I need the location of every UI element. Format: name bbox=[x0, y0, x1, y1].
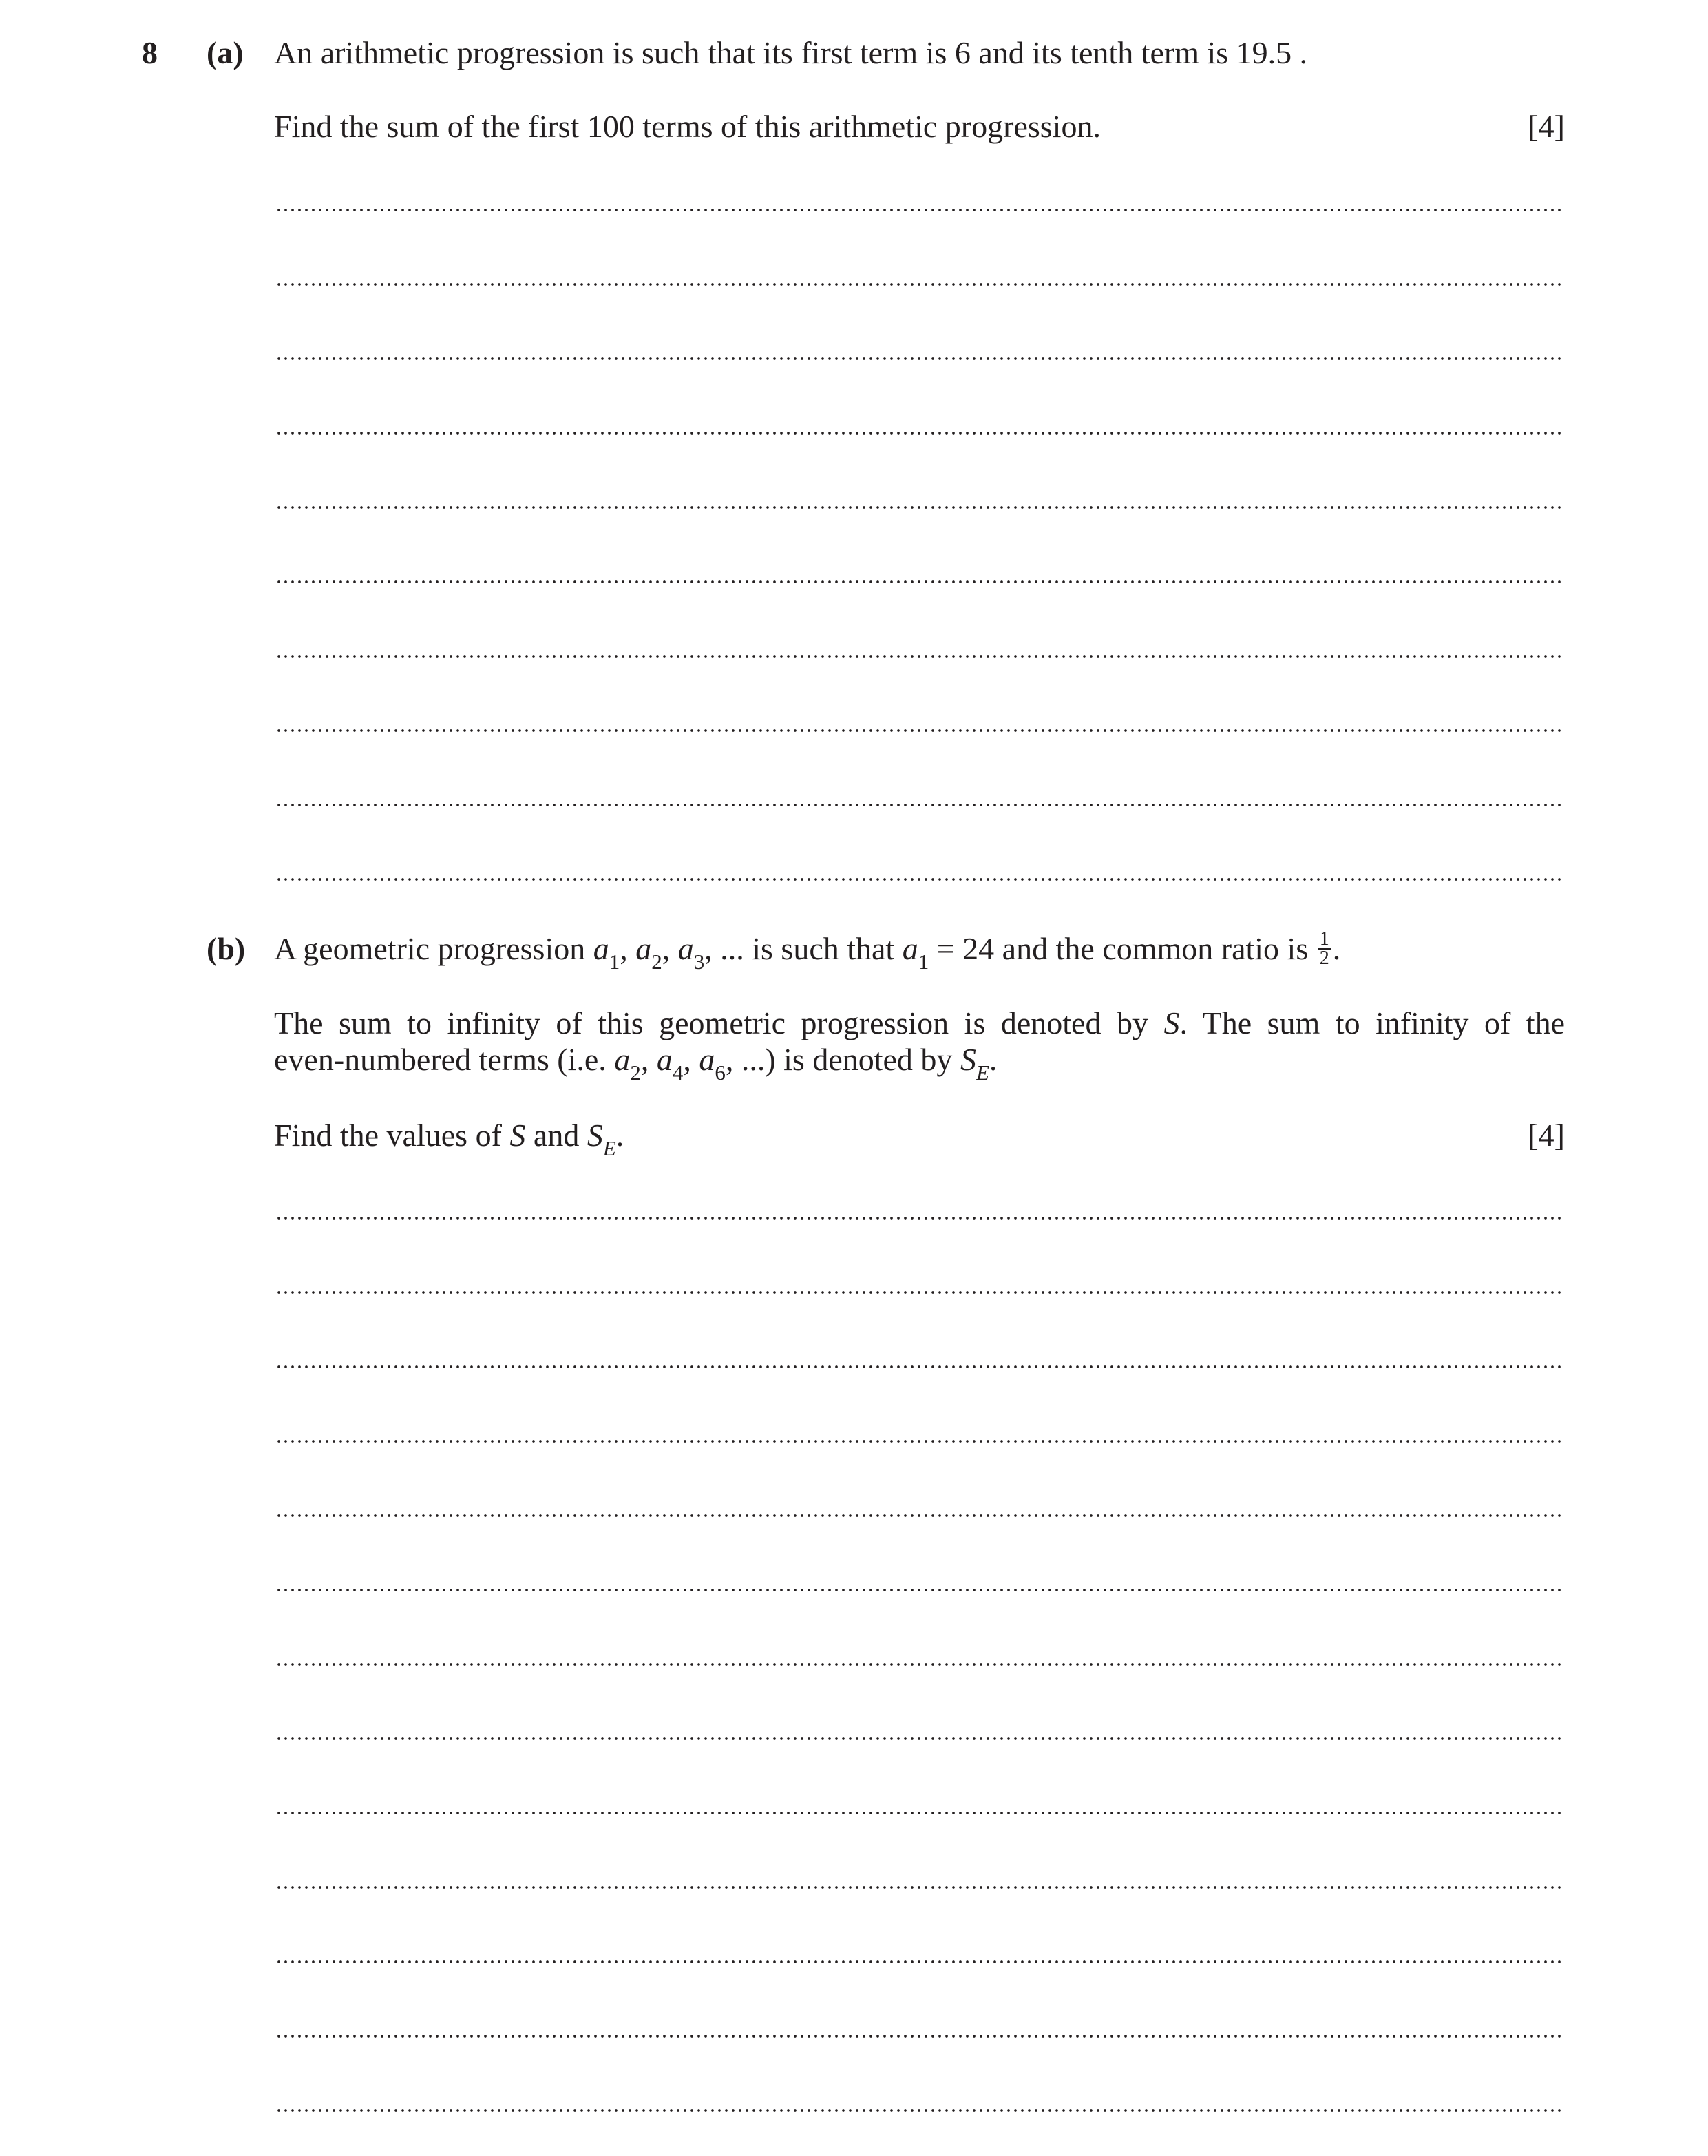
part-b-instruction: Find the values of S and $S_E$. bbox=[274, 1118, 624, 1160]
answer-line[interactable] bbox=[275, 877, 1563, 881]
answer-line[interactable] bbox=[275, 1885, 1563, 1890]
answer-line[interactable] bbox=[275, 208, 1563, 212]
answer-line[interactable] bbox=[275, 357, 1563, 361]
part-a-marks: [4] bbox=[1528, 109, 1565, 144]
answer-line[interactable] bbox=[275, 431, 1563, 435]
answer-line[interactable] bbox=[275, 1514, 1563, 1518]
answer-line[interactable] bbox=[275, 282, 1563, 286]
answer-line[interactable] bbox=[275, 1216, 1563, 1220]
answer-line[interactable] bbox=[275, 1811, 1563, 1815]
part-a-instruction: Find the sum of the first 100 terms of this arithmetic progression. bbox=[274, 109, 1101, 144]
part-b-statement: A geometric progression $a_1$, $a_2$, $a_3$, ... is such that $a_1 = 24$ and the common ratio is $\frac{1}{2}$ . bbox=[274, 928, 1341, 974]
part-a-statement: An arithmetic progression is such that its first term is 6 and its tenth term is 19.5 . bbox=[274, 35, 1308, 70]
part-b-even-definition: even-numbered terms (i.e. $a_2$, $a_4$, $a_6$, ...) is denoted by $S_E$. bbox=[274, 1042, 998, 1085]
part-b-marks: [4] bbox=[1528, 1118, 1565, 1153]
answer-line[interactable] bbox=[275, 2034, 1563, 2038]
answer-line[interactable] bbox=[275, 1588, 1563, 1592]
fraction-half: $\frac{1}{2}$ bbox=[1318, 930, 1331, 967]
part-b-sum-definition: The sum to infinity of this geometric progression is denoted by S. The sum to infinity of the bbox=[274, 1005, 1565, 1040]
answer-line[interactable] bbox=[275, 580, 1563, 584]
answer-line[interactable] bbox=[275, 1439, 1563, 1443]
answer-line[interactable] bbox=[275, 1960, 1563, 1964]
answer-line[interactable] bbox=[275, 1290, 1563, 1295]
question-number: 8 bbox=[142, 35, 158, 70]
answer-line[interactable] bbox=[275, 1662, 1563, 1666]
answer-line[interactable] bbox=[275, 729, 1563, 733]
answer-line[interactable] bbox=[275, 654, 1563, 658]
answer-line[interactable] bbox=[275, 505, 1563, 510]
answer-line[interactable] bbox=[275, 1365, 1563, 1369]
answer-line[interactable] bbox=[275, 2108, 1563, 2113]
part-a-label: (a) bbox=[207, 35, 244, 70]
part-b-label: (b) bbox=[207, 931, 246, 966]
answer-line[interactable] bbox=[275, 1737, 1563, 1741]
answer-line[interactable] bbox=[275, 803, 1563, 807]
